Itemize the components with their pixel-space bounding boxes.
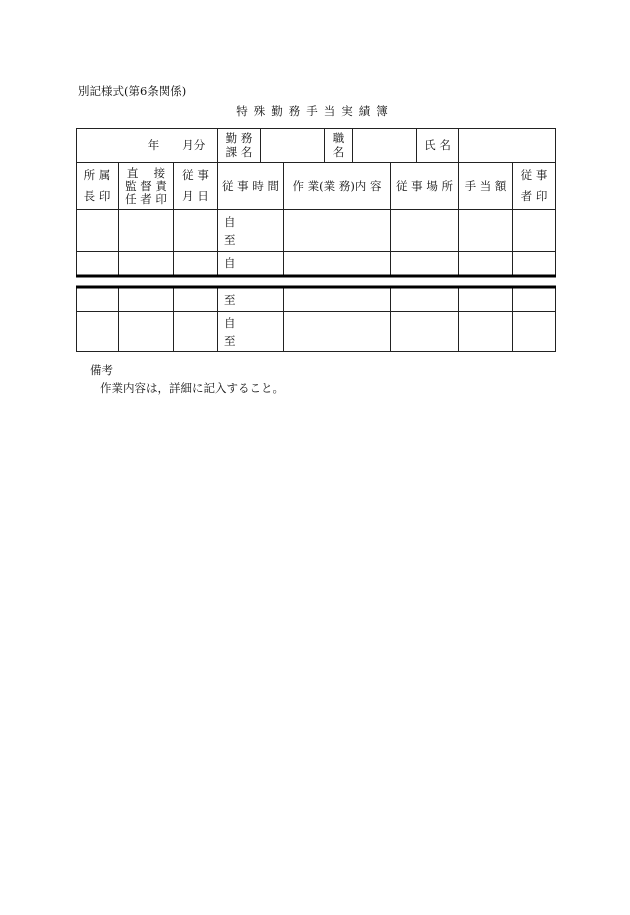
chief-seal-header-line2: 長 印	[83, 189, 111, 203]
record-table	[76, 128, 556, 352]
row3-work-hours	[218, 312, 283, 351]
row1-from-mark: 自	[224, 214, 236, 229]
row3-from-mark: 自	[224, 315, 236, 330]
year-month-cell: 年 月分	[147, 137, 206, 152]
position-label	[325, 128, 352, 162]
supervisor-seal-header	[119, 163, 173, 209]
chief-seal-header-line1: 所 属	[83, 168, 111, 182]
worker-seal-header-line1: 従 事	[520, 168, 548, 182]
worker-seal-header	[513, 163, 555, 209]
position-label-line2: 名	[332, 145, 345, 159]
form-label: 別記様式(第6条関係)	[78, 84, 187, 98]
supervisor-seal-header-line1: 直 接	[126, 165, 166, 180]
supervisor-seal-header-line3: 任 者 印	[125, 191, 167, 206]
page-title: 特殊勤務手当実績簿	[236, 104, 394, 118]
row1-to-mark: 至	[224, 232, 236, 247]
work-date-header	[174, 163, 217, 209]
supervisor-seal-header-line2: 監 督 責	[125, 178, 167, 193]
department-label-line1: 勤 務	[225, 131, 253, 145]
work-hours-header: 従 事 時 間	[222, 178, 279, 193]
department-field[interactable]	[261, 128, 324, 162]
name-label: 氏 名	[424, 137, 451, 152]
worker-seal-header-line2: 者 印	[520, 189, 548, 203]
notes-title: 備考	[90, 363, 113, 377]
work-content-header: 作 業(業 務)内 容	[292, 178, 382, 193]
work-date-header-line1: 従 事	[182, 168, 209, 182]
row2-to-mark: 至	[224, 292, 236, 307]
department-label	[218, 128, 260, 162]
chief-seal-header	[76, 163, 118, 209]
department-label-line2: 課 名	[225, 145, 253, 159]
row1-work-hours	[218, 210, 283, 251]
row2-from-mark: 自	[224, 256, 236, 270]
work-date-header-line2: 月 日	[182, 189, 209, 203]
row3-to-mark: 至	[224, 333, 236, 348]
position-field[interactable]	[353, 128, 416, 162]
allowance-header: 手 当 額	[464, 178, 507, 193]
name-field[interactable]	[459, 128, 555, 162]
notes-text: 作業内容は，詳細に記入すること。	[100, 381, 284, 395]
position-label-line1: 職	[332, 131, 345, 145]
work-place-header: 従 事 場 所	[396, 178, 453, 193]
